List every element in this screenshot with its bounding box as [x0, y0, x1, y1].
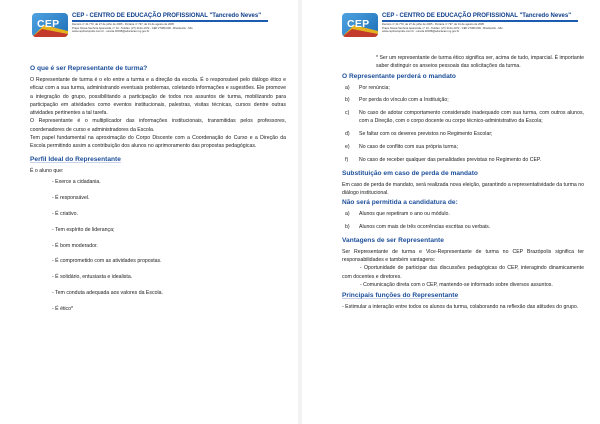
list-item: - É ético*: [52, 306, 74, 313]
list-item: b) Alunos com mais de três ocorrências escritas ou verbais.: [345, 224, 491, 231]
logo-text: CEP: [347, 18, 370, 30]
advantage-2: - Comunicação direta com o CEP, mantendo-se informado sobre diversos assuntos.: [360, 282, 553, 289]
paragraph-substitution: Em caso de perda de mandato, será realizada nova eleição, garantindo a representatividade da turma no diálogo institucional.: [342, 181, 584, 196]
logo-text: CEP: [37, 18, 60, 30]
heading-lose-mandate: O Representante perderá o mandato: [342, 72, 456, 80]
left-page: [0, 0, 296, 424]
paragraph-advantages: Ser Representante de turma e Vice-Representante de turma no CEP Brazópolis significa ter responsabilidades e também vantagens:: [342, 248, 584, 264]
advantage-1: - Oportunidade de participar das discussões pedagógicas do CEP, interagindo dinamicamente com docentes e diretores.: [342, 265, 584, 280]
header-line-2: Praça Nossa Senhora Aparecida, nº 10 - Telefax: (27) 3144-1072 - CEP 27380-000 - Brazópolis - MG: [72, 26, 193, 30]
list-item: - É bom moderador.: [52, 242, 98, 249]
header-rule: [72, 20, 268, 22]
list-item: - Tem conduta adequada aos valores da Escola.: [52, 290, 163, 297]
header-line-1: Decreto nº 41.770, de 27 de julho de 2005 - Portaria nº 797, de 31 de agosto de 2005: [72, 23, 174, 26]
paragraph-role: Tem papel fundamental na aproximação do Corpo Discente com a Coordenação do Curso e a Direção da Escola permitindo assim a contribuição dos alunos no aprimoramento das propostas pedagógicas.: [30, 135, 286, 150]
list-item: f) No caso de receber qualquer das penalidades previstas no Regimento do CEP.: [345, 156, 542, 163]
list-item: e) No caso de conflito com sua própria turma;: [345, 144, 458, 151]
header-line-3: www.cepbrazopolis.com.br - escola.30038@educacao.mg.gov.br: [72, 30, 150, 34]
header-line-2: Praça Nossa Senhora Aparecida, nº 10 - Telefax: (27) 3144-1072 - CEP 27380-000 - Brazópolis - MG: [382, 26, 503, 30]
cep-logo: [342, 13, 378, 37]
list-item: d) Se faltar com os deveres previstos no Regimento Escolar;: [345, 131, 493, 138]
header-title: CEP - CENTRO DE EDUCAÇÃO PROFISSIONAL "Tancredo Neves": [72, 13, 262, 19]
header-rule: [382, 20, 578, 22]
letterhead: [342, 13, 578, 39]
cep-logo: [32, 13, 68, 37]
ethics-note: * Ser um representante de turma ético significa ser, acima de tudo, imparcial. É importante saber distinguir os anseios pessoais das solicitações da turma.: [376, 55, 584, 70]
list-item: - É criativo.: [52, 210, 78, 217]
list-item: a) Alunos que repetiram o ano ou módulo.: [345, 211, 450, 218]
right-content: [342, 54, 584, 312]
left-content: [30, 64, 286, 321]
candidacy-list: [342, 210, 584, 231]
list-item: - É solidário, entusiasta e idealista.: [52, 274, 133, 281]
list-item: - É responsável.: [52, 194, 90, 201]
paragraph-intro: O Representante de turma é o elo entre a turma e a direção da escola. É o responsável pelo diálogo ético e eficaz com a sua turma, administrando eventuais problemas, coletando informações e sugestões. Ele promove a integração do grupo, possibilitando a participação de todos nos assuntos de turma, mobilizando para participação em atividades como eventos institucionais, palestras, visitas técnicas, cursos dentre outras atividades pertinentes a tal tarefa.: [30, 77, 286, 117]
heading-advantages: Vantagens de ser Representante: [342, 236, 444, 244]
header-title: CEP - CENTRO DE EDUCAÇÃO PROFISSIONAL "Tancredo Neves": [382, 13, 572, 19]
page-gutter: [298, 0, 302, 424]
list-item: - É comprometido com as atividades propostas.: [52, 258, 162, 265]
paragraph-functions: - Estimular a interação entre todos os alunos da turma, colaborando na reflexão das atitudes do grupo.: [342, 304, 579, 311]
heading-substitution: Substituição em caso de perda de mandato: [342, 169, 478, 177]
list-item: c) No caso de adotar comportamento considerado inadequado com sua turma, com outros alunos, com a Direção, com o corpo docente ou corpo técnico-administrativo da Escola;: [345, 110, 584, 125]
header-line-3: www.cepbrazopolis.com.br - escola.30038@educacao.mg.gov.br: [382, 30, 460, 34]
heading-ideal-profile: Perfil Ideal do Representante: [30, 155, 121, 163]
list-item: b) Por perda do vínculo com a Instituição;: [345, 97, 449, 104]
paragraph-multiplier: O Representante é o multiplicador das informações institucionais, transmitidas pelos professores, coordenadores de curso e administradores da Escola.: [30, 118, 286, 133]
heading-main-functions: Principais funções do Representante: [342, 292, 459, 300]
list-item: - Tem espírito de liderança;: [52, 226, 115, 233]
heading-what-is: O que é ser Representante de turma?: [30, 65, 148, 72]
letterhead: [32, 13, 268, 39]
list-item: a) Por renúncia;: [345, 84, 390, 91]
profile-traits-list: [30, 178, 286, 313]
right-page: [304, 0, 600, 424]
header-line-1: Decreto nº 41.770, de 27 de julho de 2005 - Portaria nº 797, de 31 de agosto de 2005: [382, 23, 484, 26]
lose-mandate-list: [342, 84, 584, 165]
list-item: - Exerce a cidadania.: [52, 178, 101, 185]
heading-candidacy: Não será permitida a candidatura de:: [342, 199, 458, 207]
profile-intro: É o aluno que:: [30, 167, 64, 174]
